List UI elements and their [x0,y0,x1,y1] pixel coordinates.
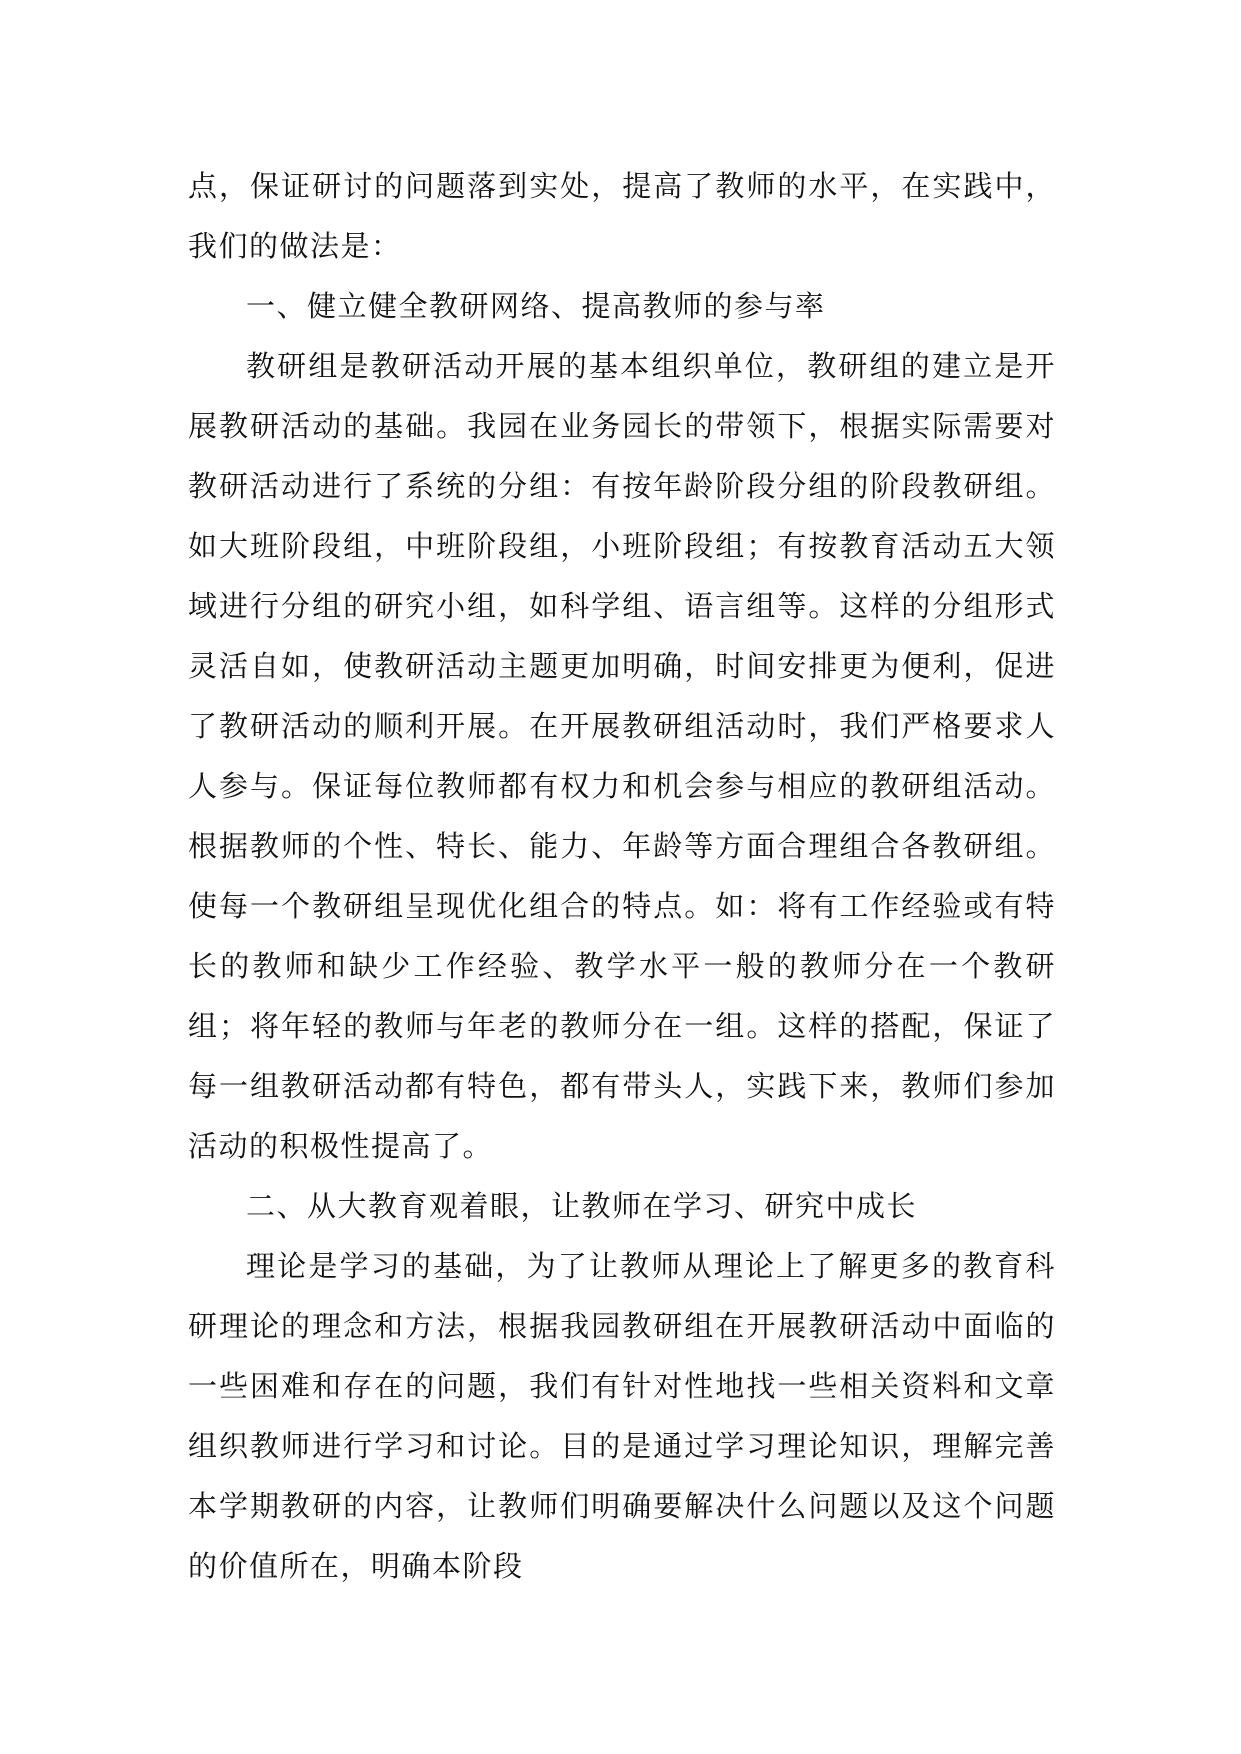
paragraph-section-2: 理论是学习的基础，为了让教师从理论上了解更多的教育科研理论的理念和方法，根据我园教研组在开展教研活动中面临的一些困难和存在的问题，我们有针对性地找一些相关资料和文章组织教师进行学习和讨论。目的是通过学习理论知识，理解完善本学期教研的内容，让教师们明确要解决什么问题以及这个问题的价值所在，明确本阶段 [188,1249,1056,1583]
section-heading-2: 二、从大教育观着眼，让教师在学习、研究中成长 [246,1189,918,1223]
document-body [188,156,1056,1596]
paragraph-section-1: 教研组是教研活动开展的基本组织单位，教研组的建立是开展教研活动的基础。我园在业务园长的带领下，根据实际需要对教研活动进行了系统的分组：有按年龄阶段分组的阶段教研组。如大班阶段组，中班阶段组，小班阶段组；有按教育活动五大领域进行分组的研究小组，如科学组、语言组等。这样的分组形式灵活自如，使教研活动主题更加明确，时间安排更为便利，促进了教研活动的顺利开展。在开展教研组活动时，我们严格要求人人参与。保证每位教师都有权力和机会参与相应的教研组活动。根据教师的个性、特长、能力、年龄等方面合理组合各教研组。使每一个教研组呈现优化组合的特点。如：将有工作经验或有特长的教师和缺少工作经验、教学水平一般的教师分在一个教研组；将年轻的教师与年老的教师分在一组。这样的搭配，保证了每一组教研活动都有特色，都有带头人，实践下来，教师们参加活动的积极性提高了。 [188,349,1056,1163]
paragraph-continuation: 点，保证研讨的问题落到实处，提高了教师的水平，在实践中，我们的做法是： [188,169,1056,263]
section-heading-1: 一、健立健全教研网络、提高教师的参与率 [246,289,826,323]
